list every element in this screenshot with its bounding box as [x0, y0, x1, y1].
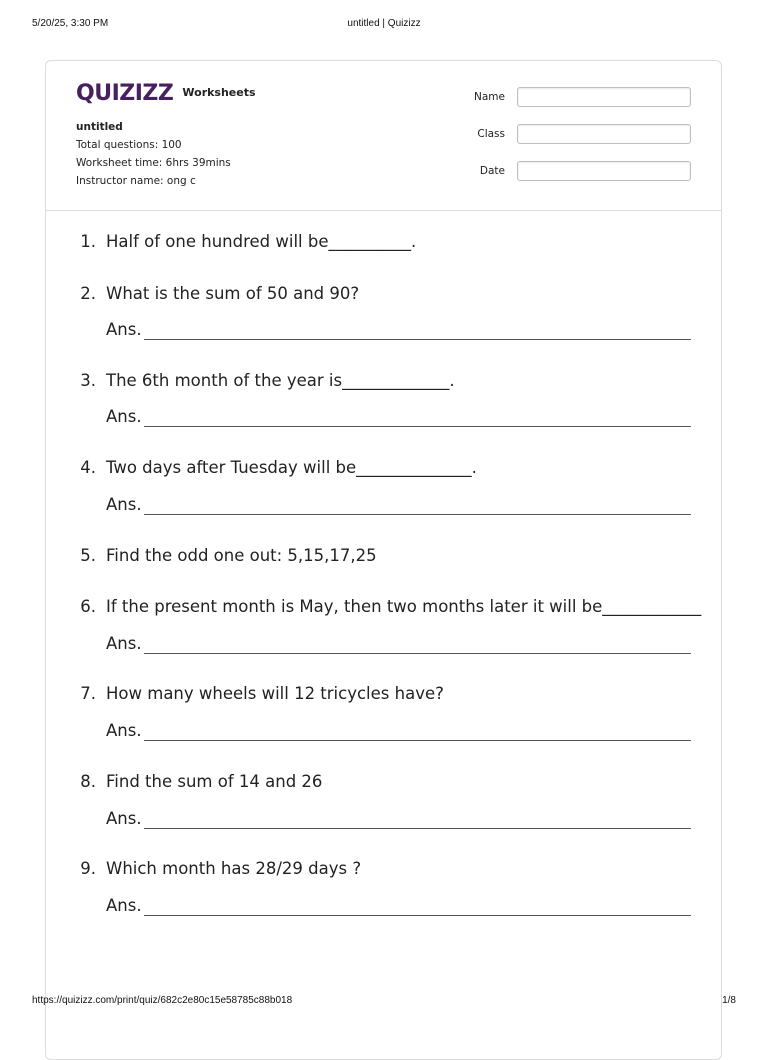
answer-line-7[interactable]	[106, 721, 691, 745]
print-datetime: 5/20/25, 3:30 PM	[32, 18, 109, 29]
worksheet-title: untitled	[76, 121, 123, 133]
quizizz-logo: QUIZIZZ	[76, 81, 174, 106]
question-number: 4.	[80, 458, 96, 477]
question-text: Two days after Tuesday will be______________.	[106, 458, 477, 477]
question-text: Half of one hundred will be__________.	[106, 232, 417, 251]
question-number: 8.	[80, 772, 96, 791]
date-input[interactable]	[517, 161, 691, 181]
answer-underline	[144, 915, 691, 916]
print-page-count: 1/8	[722, 995, 736, 1006]
question-number: 1.	[80, 232, 96, 251]
print-page-title: untitled | Quizizz	[347, 18, 421, 29]
print-url: https://quizizz.com/print/quiz/682c2e80c15e58785c88b018	[32, 995, 293, 1006]
question-number: 9.	[80, 859, 96, 878]
answer-underline	[144, 339, 691, 340]
question-text: Which month has 28/29 days ?	[106, 859, 362, 878]
question-text: What is the sum of 50 and 90?	[106, 284, 360, 303]
total-questions: Total questions: 100	[76, 139, 182, 151]
name-input[interactable]	[517, 87, 691, 107]
answer-label: Ans.	[106, 721, 142, 740]
answer-label: Ans.	[106, 896, 142, 915]
answer-line-3[interactable]	[106, 407, 691, 431]
question-text: The 6th month of the year is_____________.	[106, 371, 455, 390]
answer-underline	[144, 514, 691, 515]
question-number: 6.	[80, 597, 96, 616]
answer-line-8[interactable]	[106, 809, 691, 833]
answer-label: Ans.	[106, 407, 142, 426]
worksheet-time: Worksheet time: 6hrs 39mins	[76, 157, 231, 169]
answer-underline	[144, 653, 691, 654]
answer-line-9[interactable]	[106, 896, 691, 920]
question-number: 7.	[80, 684, 96, 703]
answer-line-4[interactable]	[106, 495, 691, 519]
brand-logo-row	[76, 81, 256, 107]
question-text: Find the sum of 14 and 26	[106, 772, 323, 791]
worksheet-header	[46, 61, 721, 211]
class-input[interactable]	[517, 124, 691, 144]
question-number: 5.	[80, 546, 96, 565]
answer-line-6[interactable]	[106, 634, 691, 658]
question-text: Find the odd one out: 5,15,17,25	[106, 546, 377, 565]
answer-label: Ans.	[106, 320, 142, 339]
question-text: If the present month is May, then two months later it will be____________	[106, 597, 702, 616]
question-text: How many wheels will 12 tricycles have?	[106, 684, 444, 703]
answer-label: Ans.	[106, 495, 142, 514]
question-number: 3.	[80, 371, 96, 390]
name-label: Name	[474, 91, 505, 103]
instructor-name: Instructor name: ong c	[76, 175, 196, 187]
answer-underline	[144, 828, 691, 829]
worksheet-meta	[76, 118, 231, 190]
browser-print-header	[32, 18, 736, 32]
answer-underline	[144, 426, 691, 427]
date-label: Date	[479, 165, 505, 177]
question-number: 2.	[80, 284, 96, 303]
answer-label: Ans.	[106, 634, 142, 653]
browser-print-footer	[32, 995, 736, 1009]
answer-underline	[144, 740, 691, 741]
class-label: Class	[477, 128, 505, 140]
answer-line-2[interactable]	[106, 320, 691, 344]
worksheets-label: Worksheets	[182, 86, 256, 99]
answer-label: Ans.	[106, 809, 142, 828]
worksheet	[45, 60, 722, 1060]
